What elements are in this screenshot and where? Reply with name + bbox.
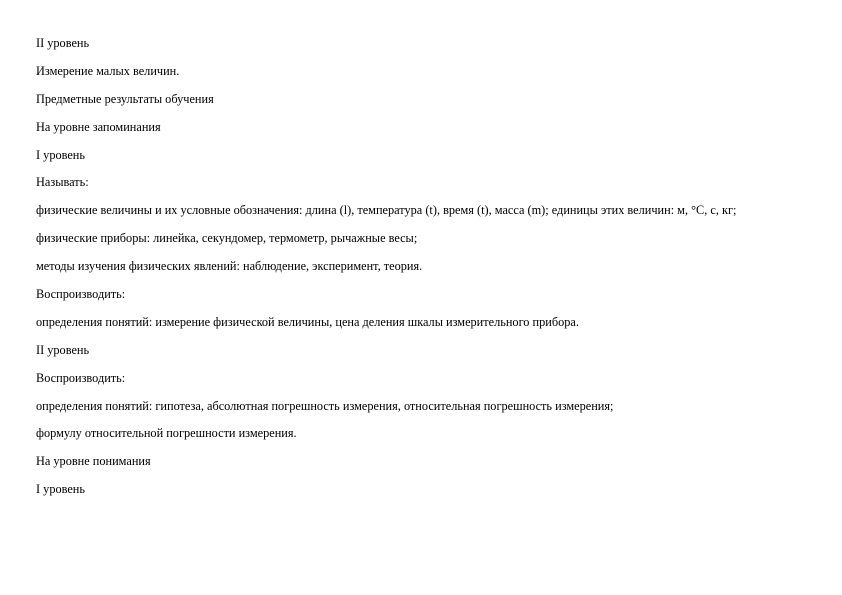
instruction-label: Воспроизводить:	[36, 287, 126, 302]
document-body	[36, 36, 808, 510]
level-heading: I уровень	[36, 147, 85, 162]
level-heading: I уровень	[36, 482, 85, 497]
list-item: определения понятий: измерение физической величины, цена деления шкалы измерительного прибора.	[36, 314, 579, 329]
level-heading: II уровень	[36, 342, 90, 357]
subsection-heading: На уровне понимания	[36, 454, 151, 469]
instruction-label: Воспроизводить:	[36, 370, 126, 385]
topic-title: Измерение малых величин.	[36, 63, 180, 78]
subsection-heading: На уровне запоминания	[36, 119, 161, 134]
section-heading: Предметные результаты обучения	[36, 91, 214, 106]
list-item: формулу относительной погрешности измерения.	[36, 426, 297, 441]
list-item: физические величины и их условные обозначения: длина (l), температура (t), время (t), масса (m); единицы этих величин: м, °С, с, кг;	[36, 203, 737, 218]
list-item: определения понятий: гипотеза, абсолютная погрешность измерения, относительная погрешность измерения;	[36, 398, 614, 413]
instruction-label: Называть:	[36, 175, 89, 190]
list-item: методы изучения физических явлений: наблюдение, эксперимент, теория.	[36, 259, 423, 274]
list-item: физические приборы: линейка, секундомер, термометр, рычажные весы;	[36, 231, 418, 246]
level-heading: II уровень	[36, 36, 90, 50]
